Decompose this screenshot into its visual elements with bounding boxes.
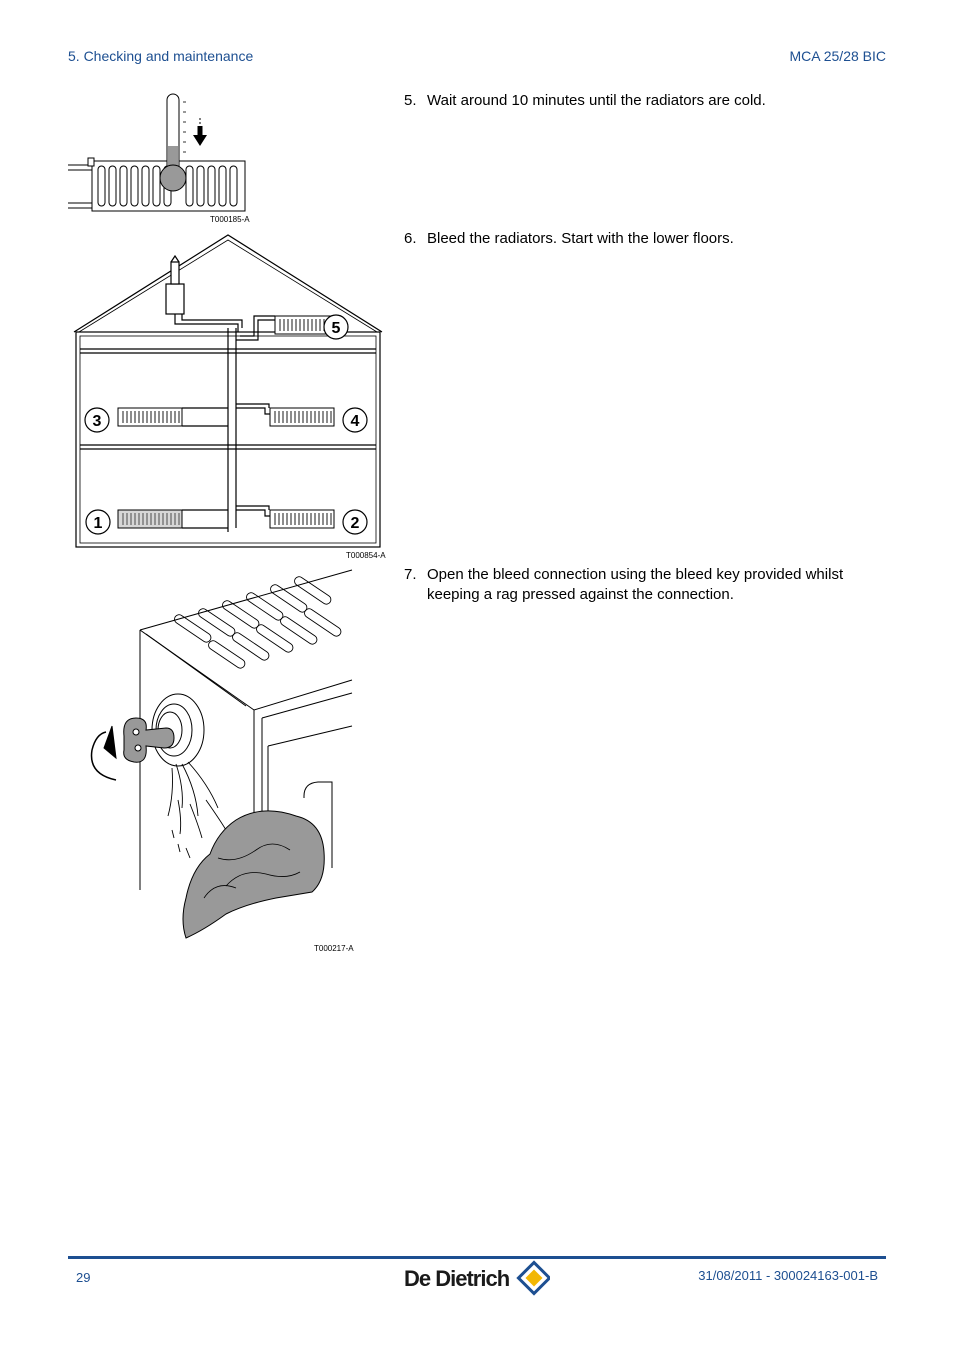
document-reference: 31/08/2011 - 300024163-001-B [698,1268,878,1283]
diamond-logo-icon [518,1262,549,1293]
step-number: 7. [404,566,417,583]
house-radiator-order-diagram [70,232,386,550]
radiator-label-1: 1 [93,515,103,532]
radiator-label-4: 4 [350,413,360,430]
figure-code: T000217-A [314,944,354,953]
step-text: Bleed the radiators. Start with the lower floors. [427,230,734,247]
figure-code: T000185-A [210,215,250,224]
step-7 [404,565,884,605]
radiator-thermometer-illustration [66,90,256,215]
radiator-label-3: 3 [92,413,102,430]
step-number: 6. [404,230,417,247]
step-text: Wait around 10 minutes until the radiators are cold. [427,92,766,109]
radiator-label-2: 2 [350,515,360,532]
header-section-title: 5. Checking and maintenance [68,48,254,64]
header-model-name: MCA 25/28 BIC [789,48,886,64]
brand-logo-text: De Dietrich [404,1266,510,1291]
figure-code: T000854-A [346,551,386,560]
radiator-label-5: 5 [331,320,341,337]
page-number: 29 [76,1270,91,1285]
step-text: Open the bleed connection using the bleed key provided whilst keeping a rag pressed against the connection. [427,566,844,603]
step-6 [404,229,894,249]
arrow-down-icon [193,118,207,146]
step-number: 5. [404,92,417,109]
brand-logo [404,1258,550,1298]
step-5 [404,91,894,111]
bleed-key-illustration [86,568,354,943]
